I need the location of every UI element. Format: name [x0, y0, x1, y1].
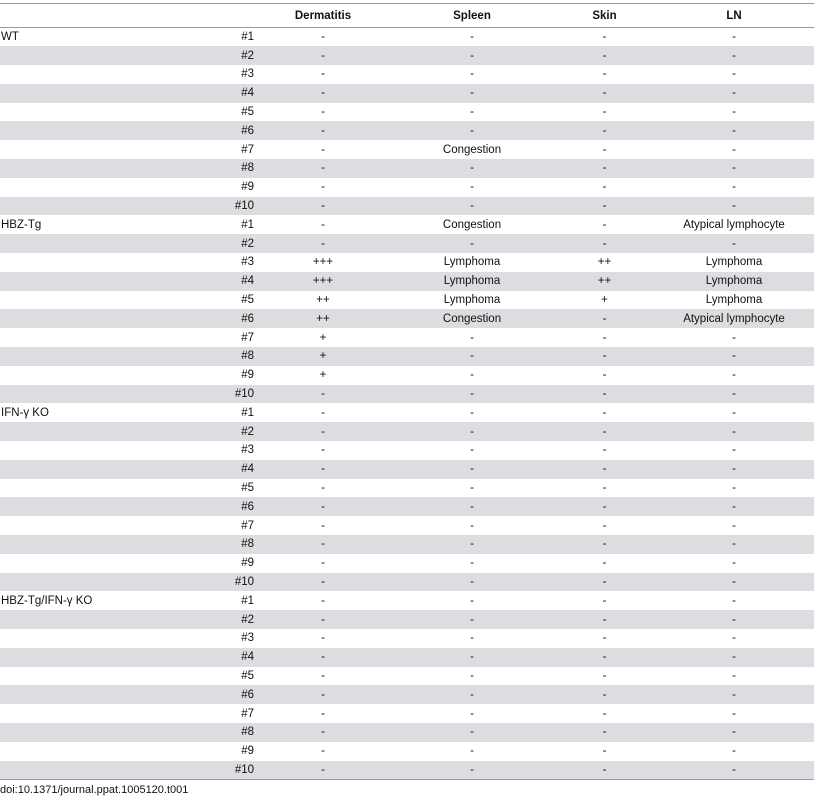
- cell-spleen: -: [470, 538, 474, 551]
- cell-dermatitis: -: [321, 68, 325, 81]
- table-row: [0, 272, 814, 291]
- table-row: [0, 366, 814, 385]
- cell-skin: -: [602, 181, 607, 194]
- cell-ln: -: [732, 87, 736, 100]
- cell-spleen: -: [470, 331, 474, 344]
- cell-spleen: -: [470, 557, 474, 570]
- cell-spleen: -: [470, 369, 474, 382]
- cell-skin: -: [602, 369, 607, 382]
- table-header: [0, 4, 814, 28]
- cell-spleen: -: [470, 482, 474, 495]
- cell-ln: -: [732, 632, 736, 645]
- cell-group: [0, 46, 150, 65]
- cell-ln: -: [732, 538, 736, 551]
- cell-ln: -: [732, 200, 736, 213]
- cell-spleen: -: [470, 707, 474, 720]
- cell-skin: -: [602, 482, 607, 495]
- cell-spleen: Lymphoma: [443, 275, 501, 288]
- cell-ln: -: [732, 669, 736, 682]
- header-group: [0, 4, 150, 28]
- cell-group: [0, 309, 150, 328]
- cell-ln: -: [732, 444, 736, 457]
- cell-ln: -: [732, 31, 736, 44]
- cell-spleen: -: [470, 669, 474, 682]
- cell-ln: -: [732, 237, 736, 250]
- cell-group: [0, 516, 150, 535]
- cell-mouse-id: #7: [241, 143, 254, 156]
- table-row: [0, 140, 814, 159]
- cell-dermatitis: -: [321, 124, 325, 137]
- table-row: [0, 742, 814, 761]
- table-row: [0, 65, 814, 84]
- cell-mouse-id: #2: [241, 613, 254, 626]
- cell-dermatitis: -: [321, 613, 325, 626]
- cell-group: [0, 761, 150, 780]
- cell-skin: -: [602, 500, 607, 513]
- cell-mouse-id: #3: [241, 632, 254, 645]
- cell-mouse-id: #6: [241, 312, 254, 325]
- cell-group: [0, 291, 150, 310]
- cell-mouse-id: #9: [241, 745, 254, 758]
- cell-group: [0, 197, 150, 216]
- table-row: [0, 704, 814, 723]
- cell-skin: -: [602, 613, 607, 626]
- cell-skin: -: [602, 406, 607, 419]
- cell-ln: -: [732, 369, 736, 382]
- cell-spleen: -: [470, 406, 474, 419]
- cell-group: [0, 629, 150, 648]
- cell-ln: -: [732, 331, 736, 344]
- cell-spleen: -: [470, 181, 474, 194]
- cell-group: [0, 178, 150, 197]
- cell-spleen: -: [470, 350, 474, 363]
- cell-skin: -: [602, 312, 607, 325]
- table-row: [0, 28, 814, 47]
- cell-spleen: -: [470, 87, 474, 100]
- cell-skin: -: [602, 331, 607, 344]
- cell-skin: -: [602, 669, 607, 682]
- table-row: [0, 121, 814, 140]
- cell-mouse-id: #3: [241, 68, 254, 81]
- table-row: [0, 46, 814, 65]
- cell-group: [0, 479, 150, 498]
- cell-spleen: -: [470, 200, 474, 213]
- cell-mouse-id: #6: [241, 500, 254, 513]
- cell-spleen: -: [470, 519, 474, 532]
- cell-skin: -: [602, 444, 607, 457]
- cell-skin: -: [602, 632, 607, 645]
- cell-ln: Lymphoma: [705, 294, 763, 307]
- cell-group: [0, 140, 150, 159]
- cell-group: [0, 610, 150, 629]
- cell-group: [0, 103, 150, 122]
- cell-mouse-id: #1: [241, 406, 254, 419]
- cell-mouse-id: #2: [241, 425, 254, 438]
- cell-dermatitis: -: [321, 482, 325, 495]
- cell-group: [0, 685, 150, 704]
- table-row: [0, 648, 814, 667]
- cell-group: [0, 535, 150, 554]
- cell-mouse-id: #4: [241, 463, 254, 476]
- cell-dermatitis: -: [321, 651, 325, 664]
- cell-dermatitis: -: [321, 519, 325, 532]
- cell-mouse-id: #9: [241, 557, 254, 570]
- table-row: [0, 535, 814, 554]
- cell-mouse-id: #6: [241, 124, 254, 137]
- cell-ln: -: [732, 106, 736, 119]
- table-row: [0, 253, 814, 272]
- cell-group: WT: [1, 31, 19, 44]
- cell-spleen: -: [470, 237, 474, 250]
- cell-dermatitis: -: [321, 688, 325, 701]
- cell-dermatitis: -: [321, 763, 325, 776]
- table-row: [0, 234, 814, 253]
- cell-mouse-id: #4: [241, 275, 254, 288]
- cell-mouse-id: #7: [241, 519, 254, 532]
- cell-ln: -: [732, 406, 736, 419]
- cell-mouse-id: #7: [241, 331, 254, 344]
- pathology-table: [0, 3, 814, 780]
- cell-ln: -: [732, 350, 736, 363]
- cell-skin: -: [602, 350, 607, 363]
- cell-mouse-id: #3: [241, 444, 254, 457]
- cell-group: [0, 328, 150, 347]
- cell-dermatitis: -: [321, 237, 325, 250]
- cell-group: [0, 272, 150, 291]
- cell-dermatitis: -: [321, 707, 325, 720]
- table-row: [0, 441, 814, 460]
- cell-dermatitis: +++: [312, 256, 334, 269]
- cell-spleen: -: [470, 594, 474, 607]
- cell-ln: -: [732, 500, 736, 513]
- cell-skin: -: [602, 557, 607, 570]
- table-row: [0, 422, 814, 441]
- cell-ln: -: [732, 388, 736, 401]
- cell-dermatitis: +: [319, 331, 327, 344]
- cell-group: HBZ-Tg/IFN-γ KO: [1, 594, 93, 607]
- cell-skin: -: [602, 651, 607, 664]
- header-skin: Skin: [592, 9, 617, 22]
- cell-spleen: -: [470, 124, 474, 137]
- cell-ln: -: [732, 519, 736, 532]
- cell-ln: -: [732, 49, 736, 62]
- cell-dermatitis: -: [321, 218, 325, 231]
- cell-mouse-id: #9: [241, 369, 254, 382]
- cell-mouse-id: #8: [241, 538, 254, 551]
- cell-spleen: -: [470, 613, 474, 626]
- table-row: [0, 629, 814, 648]
- cell-group: [0, 704, 150, 723]
- cell-skin: -: [602, 519, 607, 532]
- cell-ln: Atypical lymphocyte: [683, 218, 785, 231]
- cell-mouse-id: #4: [241, 651, 254, 664]
- cell-spleen: -: [470, 576, 474, 588]
- cell-skin: -: [602, 162, 607, 175]
- cell-ln: -: [732, 763, 736, 776]
- table-row: [0, 403, 814, 422]
- cell-mouse-id: #8: [241, 162, 254, 175]
- cell-spleen: -: [470, 49, 474, 62]
- cell-dermatitis: -: [321, 538, 325, 551]
- cell-skin: -: [602, 707, 607, 720]
- cell-mouse-id: #1: [241, 594, 254, 607]
- cell-mouse-id: #5: [241, 482, 254, 495]
- cell-skin: -: [602, 576, 607, 588]
- cell-spleen: -: [470, 425, 474, 438]
- cell-dermatitis: -: [321, 500, 325, 513]
- cell-mouse-id: #10: [234, 388, 254, 401]
- cell-group: [0, 554, 150, 573]
- cell-skin: +: [601, 294, 608, 307]
- cell-skin: -: [602, 425, 607, 438]
- cell-group: [0, 385, 150, 404]
- table-row: [0, 610, 814, 629]
- cell-ln: -: [732, 613, 736, 626]
- cell-mouse-id: #7: [241, 707, 254, 720]
- cell-mouse-id: #4: [241, 87, 254, 100]
- cell-mouse-id: #10: [234, 576, 254, 588]
- cell-group: HBZ-Tg: [1, 218, 42, 231]
- cell-skin: -: [602, 237, 607, 250]
- cell-dermatitis: -: [321, 632, 325, 645]
- table-row: [0, 197, 814, 216]
- cell-skin: -: [602, 124, 607, 137]
- cell-dermatitis: -: [321, 143, 325, 156]
- cell-ln: -: [732, 688, 736, 701]
- cell-skin: -: [602, 68, 607, 81]
- cell-ln: -: [732, 68, 736, 81]
- table-row: [0, 385, 814, 404]
- cell-mouse-id: #9: [241, 181, 254, 194]
- cell-spleen: -: [470, 500, 474, 513]
- table-row: [0, 460, 814, 479]
- cell-dermatitis: -: [321, 669, 325, 682]
- cell-spleen: -: [470, 688, 474, 701]
- cell-dermatitis: +: [319, 350, 327, 363]
- cell-dermatitis: -: [321, 463, 325, 476]
- cell-ln: -: [732, 425, 736, 438]
- cell-group: [0, 422, 150, 441]
- cell-skin: -: [602, 200, 607, 213]
- table-row: [0, 215, 814, 234]
- table-row: [0, 309, 814, 328]
- cell-group: [0, 573, 150, 592]
- cell-group: [0, 667, 150, 686]
- cell-mouse-id: #5: [241, 669, 254, 682]
- table-row: [0, 723, 814, 742]
- table-row: [0, 103, 814, 122]
- table-row: [0, 159, 814, 178]
- cell-dermatitis: +++: [312, 275, 334, 288]
- cell-ln: -: [732, 463, 736, 476]
- table-row: [0, 685, 814, 704]
- cell-dermatitis: -: [321, 745, 325, 758]
- cell-spleen: Lymphoma: [443, 256, 501, 269]
- cell-skin: -: [602, 49, 607, 62]
- cell-dermatitis: -: [321, 388, 325, 401]
- cell-mouse-id: #10: [234, 200, 254, 213]
- table-row: [0, 178, 814, 197]
- cell-spleen: -: [470, 745, 474, 758]
- table-row: [0, 328, 814, 347]
- cell-dermatitis: -: [321, 576, 325, 588]
- cell-ln: Lymphoma: [705, 275, 763, 288]
- cell-dermatitis: -: [321, 162, 325, 175]
- cell-mouse-id: #1: [241, 218, 254, 231]
- cell-dermatitis: -: [321, 594, 325, 607]
- cell-ln: -: [732, 482, 736, 495]
- cell-mouse-id: #5: [241, 294, 254, 307]
- cell-skin: -: [602, 726, 607, 739]
- cell-mouse-id: #2: [241, 237, 254, 250]
- cell-group: [0, 253, 150, 272]
- cell-group: [0, 460, 150, 479]
- cell-spleen: -: [470, 68, 474, 81]
- cell-group: [0, 723, 150, 742]
- table-row: [0, 347, 814, 366]
- cell-spleen: Congestion: [442, 312, 502, 325]
- header-ln: LN: [726, 9, 742, 22]
- table-row: [0, 479, 814, 498]
- cell-ln: -: [732, 181, 736, 194]
- cell-skin: -: [602, 388, 607, 401]
- cell-spleen: -: [470, 632, 474, 645]
- cell-dermatitis: ++: [316, 294, 330, 307]
- cell-group: [0, 441, 150, 460]
- cell-dermatitis: ++: [316, 312, 330, 325]
- cell-ln: -: [732, 707, 736, 720]
- cell-ln: -: [732, 651, 736, 664]
- cell-skin: -: [602, 31, 607, 44]
- cell-dermatitis: -: [321, 200, 325, 213]
- cell-dermatitis: +: [319, 369, 327, 382]
- cell-ln: -: [732, 576, 736, 588]
- cell-mouse-id: #5: [241, 106, 254, 119]
- cell-mouse-id: #8: [241, 726, 254, 739]
- cell-spleen: Congestion: [442, 218, 502, 231]
- cell-mouse-id: #2: [241, 49, 254, 62]
- cell-skin: -: [602, 463, 607, 476]
- cell-ln: -: [732, 594, 736, 607]
- cell-mouse-id: #6: [241, 688, 254, 701]
- cell-spleen: -: [470, 31, 474, 44]
- cell-skin: -: [602, 538, 607, 551]
- cell-group: [0, 648, 150, 667]
- table-row: [0, 667, 814, 686]
- cell-skin: -: [602, 763, 607, 776]
- table-row: [0, 591, 814, 610]
- table-row: [0, 554, 814, 573]
- cell-skin: ++: [597, 275, 612, 288]
- doi-caption: doi:10.1371/journal.ppat.1005120.t001: [0, 784, 189, 796]
- header-dermatitis: Dermatitis: [294, 9, 352, 22]
- cell-spleen: -: [470, 463, 474, 476]
- cell-dermatitis: -: [321, 557, 325, 570]
- cell-mouse-id: #8: [241, 350, 254, 363]
- header-spleen: Spleen: [453, 9, 491, 22]
- table-row: [0, 573, 814, 592]
- cell-skin: -: [602, 218, 607, 231]
- cell-dermatitis: -: [321, 49, 325, 62]
- cell-skin: -: [602, 745, 607, 758]
- cell-dermatitis: -: [321, 106, 325, 119]
- cell-spleen: Lymphoma: [443, 294, 501, 307]
- cell-group: [0, 159, 150, 178]
- cell-mouse-id: #3: [241, 256, 254, 269]
- cell-dermatitis: -: [321, 406, 325, 419]
- cell-skin: -: [602, 87, 607, 100]
- table-body: [0, 28, 814, 780]
- cell-ln: -: [732, 143, 736, 156]
- cell-dermatitis: -: [321, 181, 325, 194]
- cell-spleen: -: [470, 388, 474, 401]
- cell-group: [0, 121, 150, 140]
- cell-dermatitis: -: [321, 425, 325, 438]
- cell-dermatitis: -: [321, 31, 325, 44]
- table-row: [0, 516, 814, 535]
- cell-spleen: Congestion: [442, 143, 502, 156]
- cell-dermatitis: -: [321, 726, 325, 739]
- table-row: [0, 84, 814, 103]
- cell-ln: Atypical lymphocyte: [683, 312, 785, 325]
- table-row: [0, 291, 814, 310]
- cell-ln: -: [732, 557, 736, 570]
- cell-group: [0, 347, 150, 366]
- cell-spleen: -: [470, 763, 474, 776]
- cell-skin: -: [602, 106, 607, 119]
- cell-skin: -: [602, 143, 607, 156]
- cell-group: IFN-γ KO: [1, 406, 49, 419]
- table-row: [0, 497, 814, 516]
- cell-mouse-id: #1: [241, 31, 254, 44]
- cell-spleen: -: [470, 726, 474, 739]
- table-row: [0, 761, 814, 780]
- cell-dermatitis: -: [321, 87, 325, 100]
- cell-group: [0, 84, 150, 103]
- cell-mouse-id: #10: [234, 763, 254, 776]
- cell-skin: -: [602, 688, 607, 701]
- cell-group: [0, 366, 150, 385]
- cell-spleen: -: [470, 106, 474, 119]
- cell-skin: ++: [597, 256, 612, 269]
- cell-group: [0, 742, 150, 761]
- cell-spleen: -: [470, 651, 474, 664]
- cell-dermatitis: -: [321, 444, 325, 457]
- cell-ln: Lymphoma: [705, 256, 763, 269]
- cell-spleen: -: [470, 444, 474, 457]
- cell-skin: -: [602, 594, 607, 607]
- cell-ln: -: [732, 745, 736, 758]
- header-mouse-id: [150, 4, 257, 28]
- cell-ln: -: [732, 726, 736, 739]
- cell-ln: -: [732, 162, 736, 175]
- cell-group: [0, 65, 150, 84]
- cell-ln: -: [732, 124, 736, 137]
- cell-spleen: -: [470, 162, 474, 175]
- cell-group: [0, 497, 150, 516]
- header-row: [0, 4, 814, 28]
- cell-group: [0, 234, 150, 253]
